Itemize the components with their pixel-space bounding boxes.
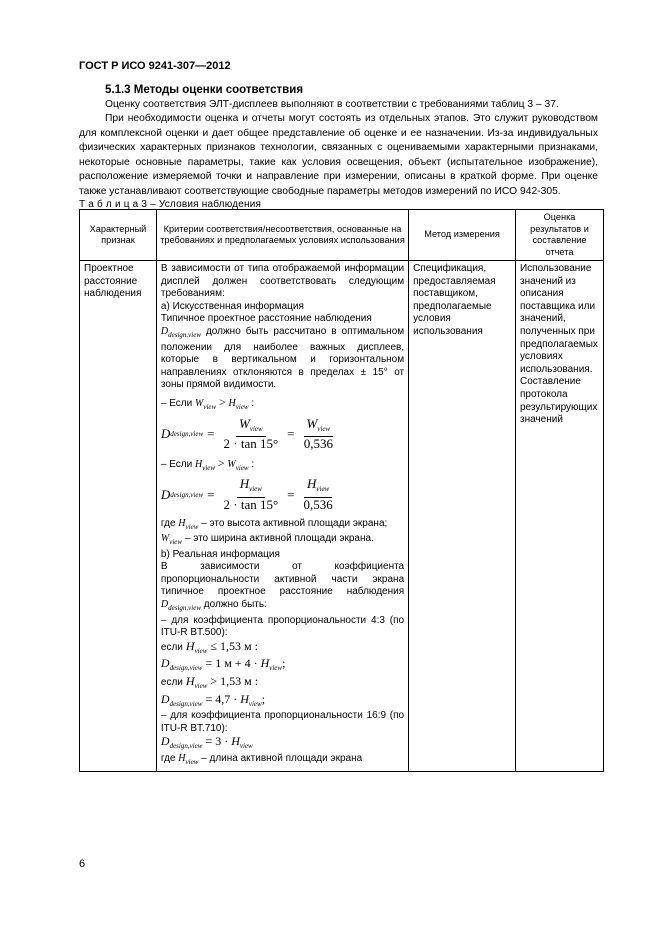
- condition-h: – Если $H_{view} > W_{view}$ :: [160, 455, 255, 472]
- symbol-h: H: [307, 476, 317, 492]
- symbol-w: W: [239, 415, 250, 431]
- symbol-d: D: [160, 486, 171, 502]
- cell-criteria: [156, 261, 408, 772]
- symbol-sub: view: [194, 646, 208, 655]
- condition-1: [161, 640, 404, 658]
- condition-w: – Если $W_{view} > H_{view}$ :: [160, 394, 255, 411]
- symbol-d: D: [160, 599, 169, 611]
- symbol-h: H: [231, 734, 240, 749]
- table-caption: Т а б л и ц а 3 – Условия наблюдения: [79, 199, 262, 210]
- header-characteristic: Характерный признак: [80, 210, 157, 261]
- symbol-sub: view: [185, 758, 199, 766]
- formula-3-text: = 3 ·: [205, 734, 229, 749]
- symbol-h: H: [185, 674, 195, 689]
- symbol-h: H: [239, 476, 250, 492]
- symbol-h: H: [260, 656, 270, 671]
- paragraph-1: Оценку соответствия ЭЛТ-дисплеев выполняют в соответствии с требованиями таблиц 3 – 37.: [105, 99, 559, 110]
- symbol-h: H: [240, 691, 249, 706]
- where-label: где: [160, 517, 176, 529]
- symbol-sub: view: [239, 742, 253, 751]
- symbol-d: D: [160, 691, 170, 706]
- symbol-sub: view: [316, 485, 330, 494]
- criteria-b-line: [161, 561, 404, 614]
- tan-denominator: 2 · tan 15°: [223, 436, 279, 452]
- symbol-sub: view: [169, 538, 183, 547]
- symbol-sub: view: [203, 402, 217, 411]
- conditions-table: [79, 209, 604, 772]
- symbol-sub: design,view: [169, 664, 203, 673]
- header-criteria: Критерии соответствия/несоответствия, основанные на требованиях и предполагаемых условиях использования: [156, 210, 408, 261]
- formula-1: $D_{design,view} = 1$ $м + 4 \cdot H_{view}$;: [160, 656, 286, 673]
- symbol-sub: view: [249, 424, 263, 433]
- const-denominator: 0,536: [303, 436, 333, 452]
- formula-width: D design,view = $\frac{W_{view}}{2 \cdot \tan 15^\circ}$ = $\frac{W_{view}}{0,536}$: [160, 415, 333, 452]
- criteria-b-text1: В зависимости от коэффициента пропорциональности активной части экрана типичное проектное расстояние наблюдения: [160, 561, 405, 598]
- criteria-b-text2: должно быть:: [203, 599, 267, 611]
- table-row: [80, 261, 604, 772]
- formula-2: $D_{design,view} = 4,7 \cdot H_{view}$;: [160, 691, 266, 708]
- symbol-d: D: [160, 656, 170, 671]
- condition-1-text: ≤ 1,53 м :: [210, 638, 258, 653]
- criteria-b-title: b) Реальная информация: [160, 548, 280, 560]
- if-label: – Если: [160, 397, 193, 409]
- symbol-sub: design,view: [170, 490, 204, 499]
- criteria-a-text2-line: [161, 326, 404, 392]
- cell-evaluation: Использование значений из описания поставщика или значений, полученных при предполагаемых условиях использования. Составление протокола результирующих значений: [515, 261, 603, 772]
- symbol-sub: design,view: [170, 429, 204, 438]
- symbol-h: H: [195, 458, 203, 470]
- symbol-h: H: [228, 397, 236, 409]
- symbol-d: D: [160, 734, 170, 749]
- where-w: [161, 533, 404, 549]
- symbol-sub: view: [269, 664, 283, 673]
- criteria-a-title: а) Искусственная информация: [160, 300, 304, 312]
- criteria-a-range: ± 15° от зоны прямой видимости.: [160, 366, 405, 391]
- where-h: [161, 518, 404, 534]
- ratio-43: – для коэффициента пропорциональности 4:3 (по ITU-R BT.500):: [160, 614, 405, 639]
- symbol-d: D: [160, 325, 169, 337]
- symbol-sub: view: [235, 402, 249, 411]
- symbol-sub: view: [317, 424, 331, 433]
- document-header: ГОСТ Р ИСО 9241-307—2012: [79, 60, 231, 72]
- where-last-text: – длина активной площади экрана: [201, 753, 363, 764]
- where-w-text: – это ширина активной площади экрана.: [184, 533, 374, 545]
- if-label: – Если: [160, 458, 193, 470]
- where-h-text: – это высота активной площади экрана;: [201, 517, 388, 529]
- where-last: [161, 753, 404, 769]
- symbol-w: W: [195, 397, 204, 409]
- tan-denominator: 2 · tan 15°: [223, 496, 279, 512]
- symbol-h: H: [178, 753, 186, 764]
- condition-2-text: > 1,53 м :: [210, 674, 259, 689]
- page-number: 6: [79, 858, 86, 870]
- symbol-sub: view: [194, 682, 208, 691]
- symbol-sub: view: [248, 699, 262, 708]
- symbol-sub: view: [185, 522, 199, 531]
- table-header-row: [80, 210, 604, 261]
- symbol-sub: design,view: [168, 604, 201, 613]
- condition-2: [161, 675, 404, 693]
- symbol-h: H: [178, 517, 186, 529]
- symbol-h: H: [185, 638, 195, 653]
- if-label: если: [160, 677, 183, 689]
- criteria-intro: В зависимости от типа отображаемой информации дисплей должен соответствовать следующим требованиям:: [160, 263, 405, 300]
- symbol-sub: design,view: [169, 699, 203, 708]
- ratio-169: – для коэффициента пропорциональности 16:9 (по ITU-R BT.710):: [160, 710, 405, 734]
- const-denominator: 0,536: [303, 496, 333, 512]
- symbol-w: W: [160, 533, 170, 545]
- header-evaluation: Оценка результатов и составление отчета: [515, 210, 603, 261]
- symbol-sub: view: [249, 485, 262, 494]
- formula-2-text: = 4,7 ·: [205, 691, 238, 706]
- symbol-w: W: [306, 415, 318, 431]
- header-method: Метод измерения: [409, 210, 516, 261]
- symbol-sub: view: [202, 463, 216, 472]
- criteria-a-text2: должно быть рассчитано в оптимальном положении для наиболее важных дисплеев, которые в вертикальном и горизонтальном направлениях отклоняются в пределах: [160, 325, 405, 378]
- symbol-w: W: [227, 458, 236, 470]
- symbol-sub: design,view: [168, 330, 201, 339]
- section-title: 5.1.3 Методы оценки соответствия: [105, 84, 304, 96]
- symbol-d: D: [160, 425, 171, 441]
- formula-3: [161, 735, 404, 753]
- where-label: где: [160, 753, 176, 764]
- symbol-sub: design,view: [169, 742, 203, 751]
- formula-height: D design,view = $\frac{H_{view}}{2 \cdot \tan 15^\circ}$ = $\frac{H_{view}}{0,536}$: [160, 476, 333, 512]
- if-label: если: [160, 641, 183, 653]
- formula-1-text: = 1 м + 4 ·: [205, 656, 258, 671]
- paragraph-2: При необходимости оценка и отчеты могут состоять из отдельных этапов. Это служит руководством для комплексной оценки и дает общее представление об оценке и ее назначении. Из-за индивидуальных физических характерных признаков технологии, связанных с оцениваемыми характерными признаками, некоторые основные параметры, такие как условия освещения, объект (испытательное изображение), расположение измеряемой точки и направление при измерении, описаны в краткой форме. При оценке также устанавливают соответствующие свободные параметры методов измерений по ИСО 942-305.: [79, 113, 598, 197]
- symbol-sub: view: [235, 463, 249, 472]
- cell-method: Спецификация, предоставляемая поставщиком, предполагаемые условия использования: [409, 261, 516, 772]
- criteria-a-text1: Типичное проектное расстояние наблюдения: [160, 313, 372, 325]
- cell-characteristic: Проектное расстояние наблюдения: [80, 261, 157, 772]
